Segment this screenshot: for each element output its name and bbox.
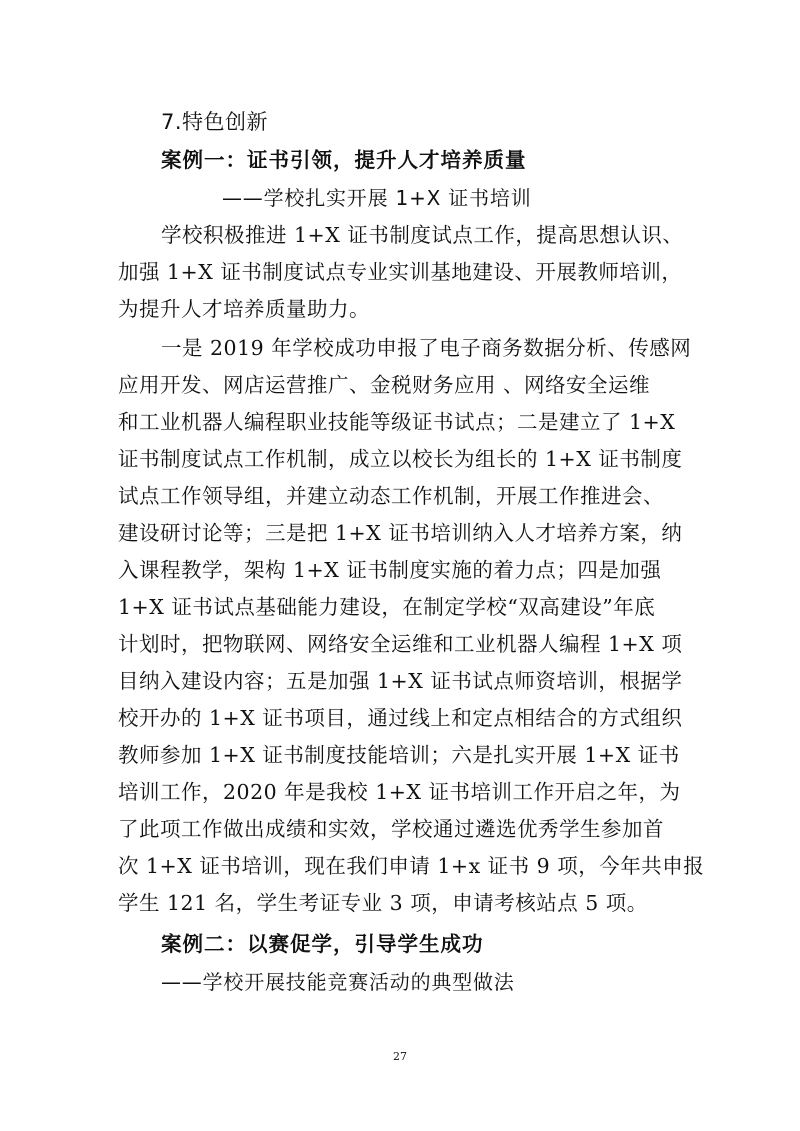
case1-para2-line: 入课程教学，架构 1+X 证书制度实施的着力点；四是加强 bbox=[118, 558, 662, 582]
case1-para1-line: 为提升人才培养质量助力。 bbox=[118, 297, 370, 321]
case1-para2-line: 计划时，把物联网、网络安全运维和工业机器人编程 1+X 项 bbox=[118, 632, 683, 656]
case1-para1-line: 加强 1+X 证书制度试点专业实训基地建设、开展教师培训， bbox=[118, 260, 683, 284]
case1-para2-line: 教师参加 1+X 证书制度技能培训；六是扎实开展 1+X 证书 bbox=[118, 743, 680, 767]
case2-subtitle: ——学校开展技能竞赛活动的典型做法 bbox=[161, 970, 515, 994]
case1-para2-line: 试点工作领导组，并建立动态工作机制，开展工作推进会、 bbox=[118, 484, 664, 508]
case1-para2-line: 建设研讨论等；三是把 1+X 证书培训纳入人才培养方案，纳 bbox=[118, 521, 683, 545]
case1-para1-line: 学校积极推进 1+X 证书制度试点工作，提高思想认识、 bbox=[161, 223, 684, 247]
case1-title: 案例一：证书引领，提升人才培养质量 bbox=[161, 148, 527, 172]
case1-subtitle: ——学校扎实开展 1+X 证书培训 bbox=[222, 186, 532, 210]
case1-para2-line: 1+X 证书试点基础能力建设，在制定学校“双高建设”年底 bbox=[118, 595, 656, 619]
case1-para2-line: 证书制度试点工作机制，成立以校长为组长的 1+X 证书制度 bbox=[118, 447, 683, 471]
page-number: 27 bbox=[393, 1050, 407, 1063]
case1-para2-line: 校开办的 1+X 证书项目，通过线上和定点相结合的方式组织 bbox=[118, 706, 683, 730]
case1-para2-line: 一是 2019 年学校成功申报了电子商务数据分析、传感网 bbox=[161, 336, 692, 360]
case1-para2-line: 培训工作，2020 年是我校 1+X 证书培训工作开启之年，为 bbox=[118, 780, 681, 804]
case1-para2-line: 目纳入建设内容；五是加强 1+X 证书试点师资培训，根据学 bbox=[118, 669, 683, 693]
case1-para2-line: 学生 121 名，学生考证专业 3 项，申请考核站点 5 项。 bbox=[118, 891, 648, 915]
case1-para2-line: 次 1+X 证书培训，现在我们申请 1+x 证书 9 项，今年共申报 bbox=[118, 854, 705, 878]
case2-title: 案例二：以赛促学，引导学生成功 bbox=[161, 932, 484, 956]
case1-para2-line: 了此项工作做出成绩和实效，学校通过遴选优秀学生参加首 bbox=[118, 817, 664, 841]
case1-para2-line: 和工业机器人编程职业技能等级证书试点；二是建立了 1+X bbox=[118, 410, 676, 434]
case1-para2-line: 应用开发、网店运营推广、金税财务应用 、网络安全运维 bbox=[118, 373, 651, 397]
section-title: 7.特色创新 bbox=[161, 110, 269, 134]
